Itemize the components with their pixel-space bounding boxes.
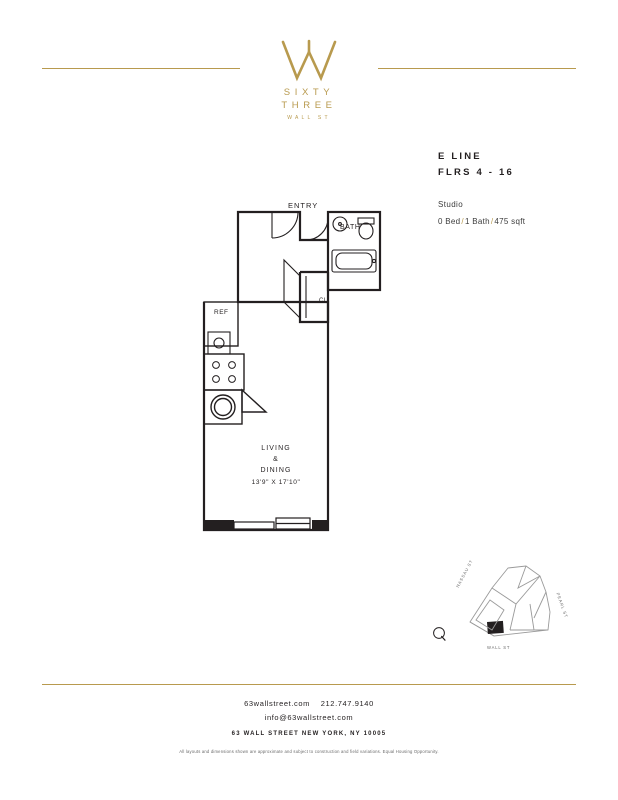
label-closet: CL [319, 298, 328, 304]
footer-address: 63 WALL STREET NEW YORK, NY 10005 [231, 731, 387, 737]
footer-rule [42, 684, 576, 685]
footer-website[interactable]: 63wallstreet.com [244, 699, 311, 708]
unit-area: 475 sqft [494, 217, 526, 226]
unit-info-block [438, 150, 588, 229]
w-monogram-logo-icon [277, 38, 341, 82]
footer-contact-line [0, 697, 618, 711]
footer-separator [313, 699, 318, 708]
room-label-line-1: LIVING [261, 445, 291, 452]
footer-phone[interactable]: 212.747.9140 [320, 699, 374, 708]
spec-separator-2: / [490, 217, 494, 226]
floorplan-drawing [180, 190, 430, 550]
unit-floors-label: FLRS 4 - 16 [438, 167, 514, 178]
unit-specs [438, 215, 588, 229]
unit-type-label: Studio [438, 200, 464, 209]
unit-line-label: E LINE [438, 151, 482, 162]
keymap-street-nassau: NASSAU ST [455, 558, 474, 589]
room-dimensions: 13'9" X 17'10" [251, 479, 301, 486]
unit-baths: 1 Bath [464, 217, 490, 226]
room-label-ampersand: & [273, 456, 279, 463]
compass-north-icon [431, 626, 447, 644]
footer-disclaimer: All layouts and dimensions shown are approximate and subject to construction and field variations. Equal Housing Opportunity. [179, 749, 439, 754]
brand-name-line-2: THREE [281, 100, 337, 111]
keymap-street-pearl: PEARL ST [555, 592, 570, 619]
page-footer [0, 697, 618, 757]
keymap-street-wall: WALL ST [487, 645, 511, 650]
brand-name-line-3: WALL ST [287, 115, 331, 121]
room-label-line-2: DINING [260, 467, 292, 474]
label-entry: ENTRY [288, 201, 319, 210]
brand-logo [0, 38, 618, 124]
spec-separator-1: / [461, 217, 464, 226]
footer-email[interactable]: info@63wallstreet.com [264, 713, 354, 722]
unit-beds: 0 Bed [438, 217, 461, 226]
label-bath: BATH [340, 224, 361, 231]
brand-name-line-1: SIXTY [283, 87, 335, 98]
room-label-living-dining [206, 443, 346, 488]
label-refrigerator: REF [214, 309, 229, 316]
